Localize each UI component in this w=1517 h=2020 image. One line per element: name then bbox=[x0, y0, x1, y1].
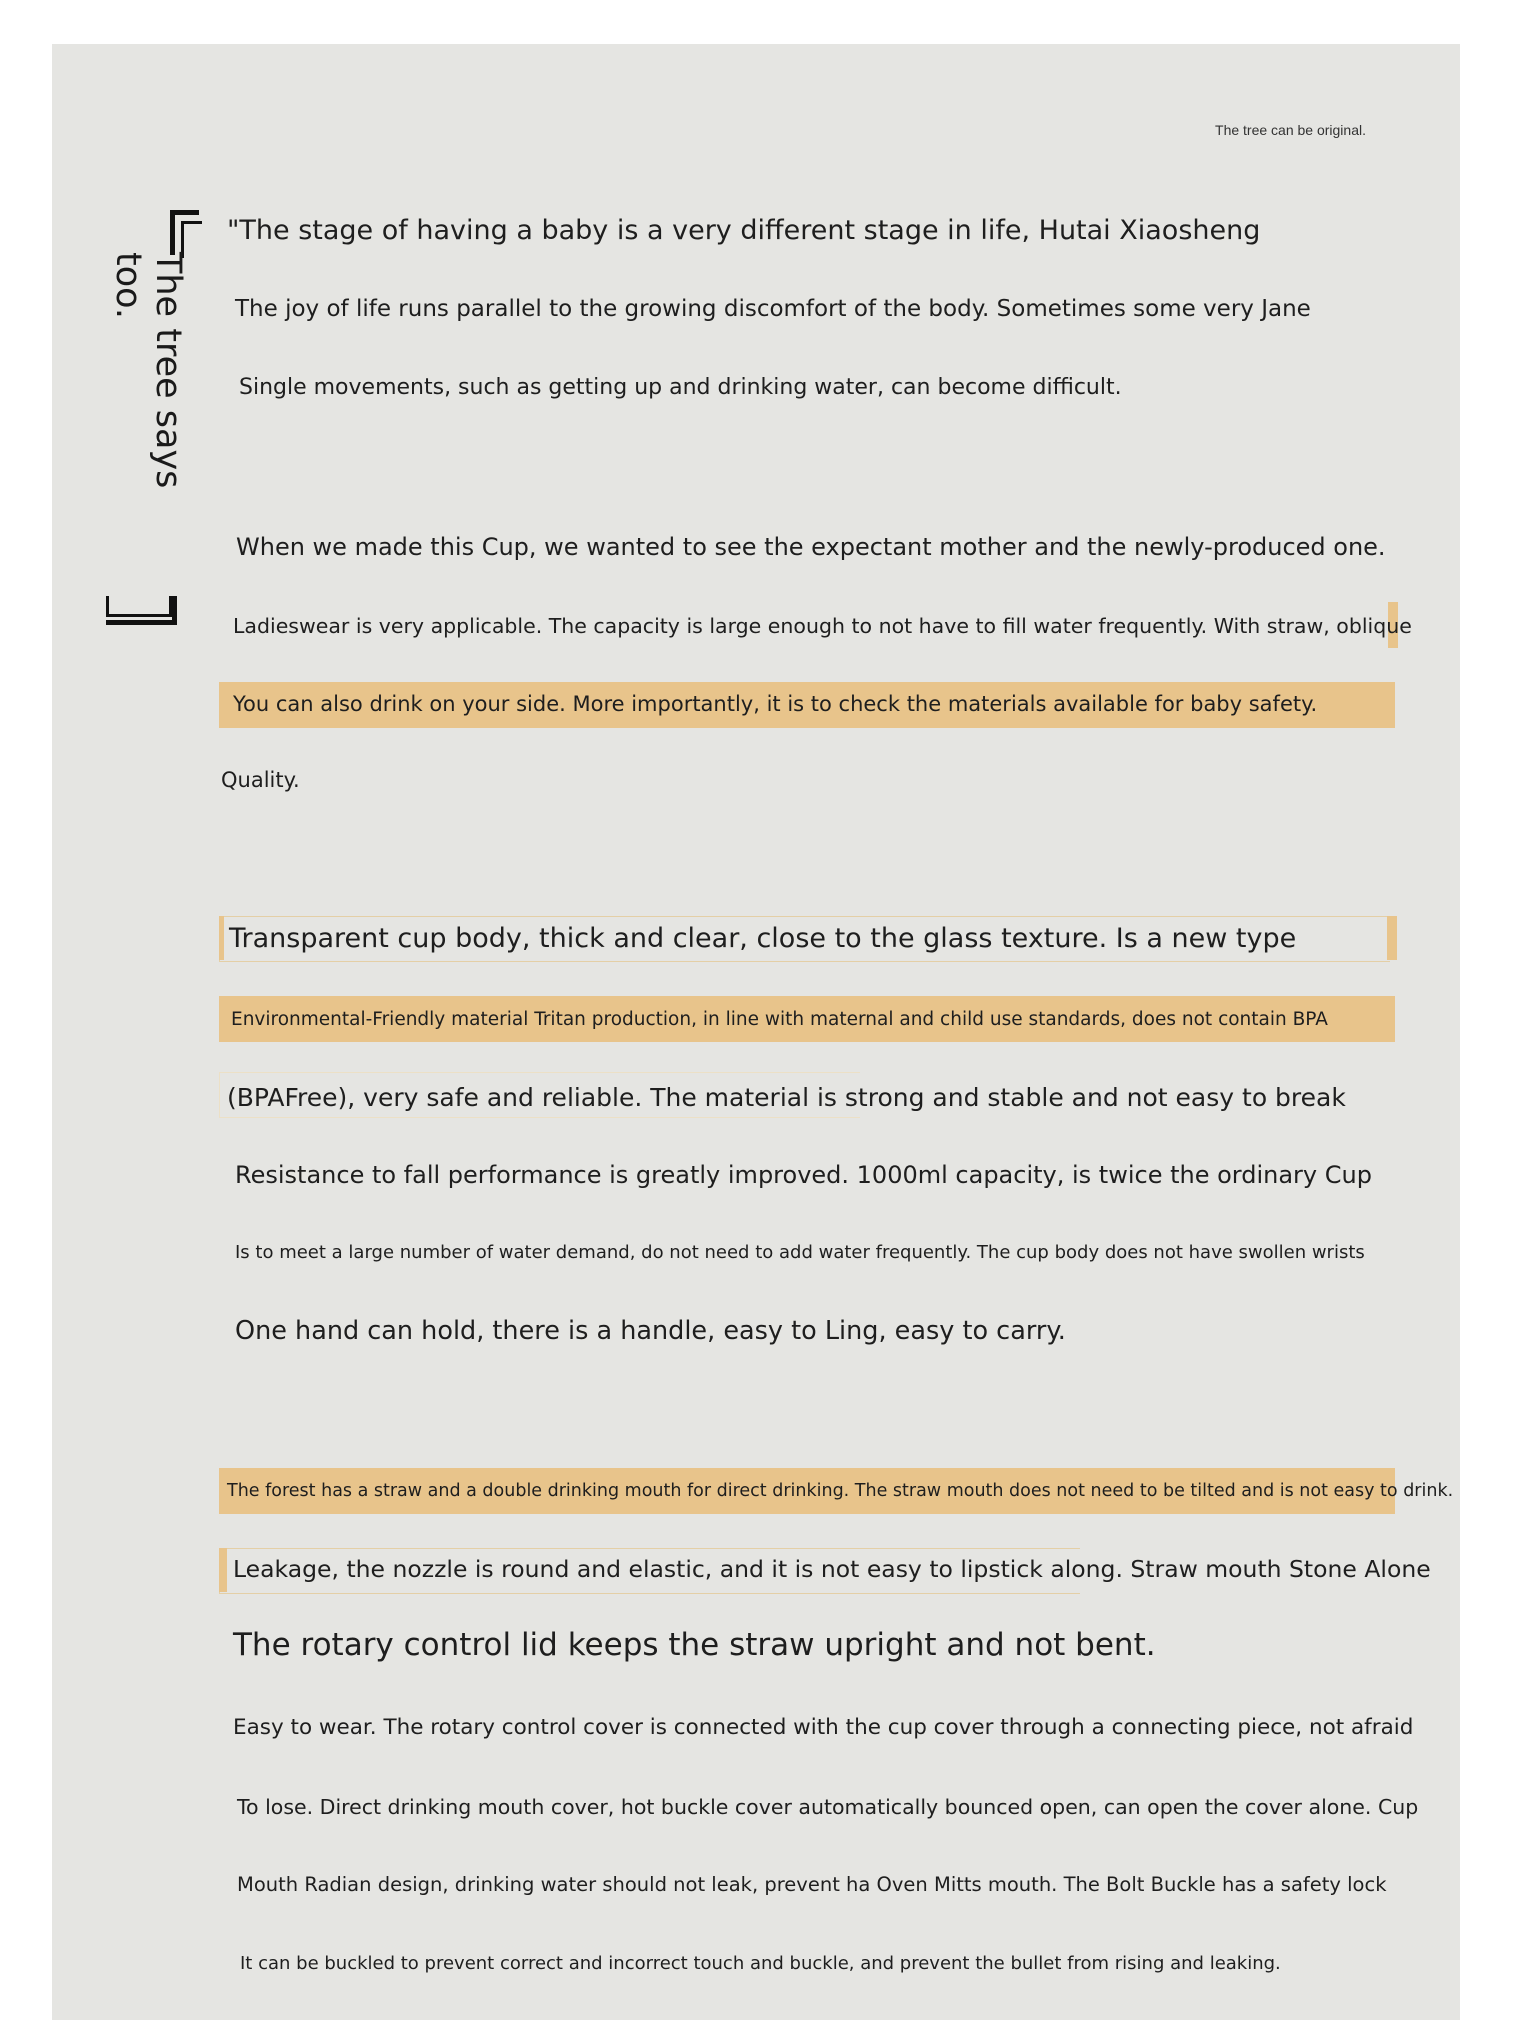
text-line: Transparent cup body, thick and clear, close to the glass texture. Is a new type bbox=[229, 923, 1297, 954]
text-line: Single movements, such as getting up and drinking water, can become difficult. bbox=[239, 375, 1122, 400]
text-line: The forest has a straw and a double drinking mouth for direct drinking. The straw mouth does not need to be tilted and is not easy to drink. bbox=[227, 1481, 1454, 1501]
text-line: (BPAFree), very safe and reliable. The material is strong and stable and not easy to break bbox=[227, 1083, 1346, 1112]
text-line: Resistance to fall performance is greatly improved. 1000ml capacity, is twice the ordinary Cup bbox=[235, 1161, 1372, 1189]
text-line: Ladieswear is very applicable. The capacity is large enough to not have to fill water frequently. With straw, oblique bbox=[233, 614, 1412, 638]
corner-note: The tree can be original. bbox=[1215, 122, 1366, 138]
vertical-title: The tree says too. bbox=[108, 252, 188, 489]
text-line: You can also drink on your side. More importantly, it is to check the materials available for baby safety. bbox=[233, 692, 1318, 716]
corner-bracket-bottom-icon bbox=[106, 596, 177, 625]
highlight-marker bbox=[219, 916, 224, 960]
highlight-marker bbox=[219, 1548, 227, 1592]
text-line: Leakage, the nozzle is round and elastic, and it is not easy to lipstick along. Straw mouth Stone Alone bbox=[233, 1555, 1431, 1583]
text-line: Easy to wear. The rotary control cover is connected with the cup cover through a connecting piece, not afraid bbox=[233, 1715, 1414, 1740]
text-line: To lose. Direct drinking mouth cover, hot buckle cover automatically bounced open, can open the cover alone. Cup bbox=[237, 1795, 1419, 1819]
text-line: The joy of life runs parallel to the growing discomfort of the body. Sometimes some very Jane bbox=[235, 296, 1311, 322]
text-line: Environmental-Friendly material Tritan production, in line with maternal and child use standards, does not contain BPA bbox=[231, 1009, 1328, 1030]
vertical-title-block bbox=[106, 204, 186, 644]
text-line: Is to meet a large number of water demand, do not need to add water frequently. The cup body does not have swollen wrists bbox=[235, 1242, 1365, 1263]
text-line: Quality. bbox=[221, 768, 300, 792]
highlight-marker bbox=[1387, 916, 1397, 960]
text-line: It can be buckled to prevent correct and incorrect touch and buckle, and prevent the bullet from rising and leaking. bbox=[240, 1953, 1281, 1974]
text-line: When we made this Cup, we wanted to see the expectant mother and the newly-produced one. bbox=[236, 533, 1386, 561]
text-line: The rotary control lid keeps the straw upright and not bent. bbox=[233, 1627, 1156, 1663]
text-line: Mouth Radian design, drinking water should not leak, prevent ha Oven Mitts mouth. The Bolt Buckle has a safety lock bbox=[237, 1873, 1387, 1896]
text-line: One hand can hold, there is a handle, easy to Ling, easy to carry. bbox=[235, 1316, 1066, 1346]
corner-bracket-top-icon bbox=[170, 210, 199, 255]
text-line: "The stage of having a baby is a very different stage in life, Hutai Xiaosheng bbox=[227, 215, 1261, 246]
